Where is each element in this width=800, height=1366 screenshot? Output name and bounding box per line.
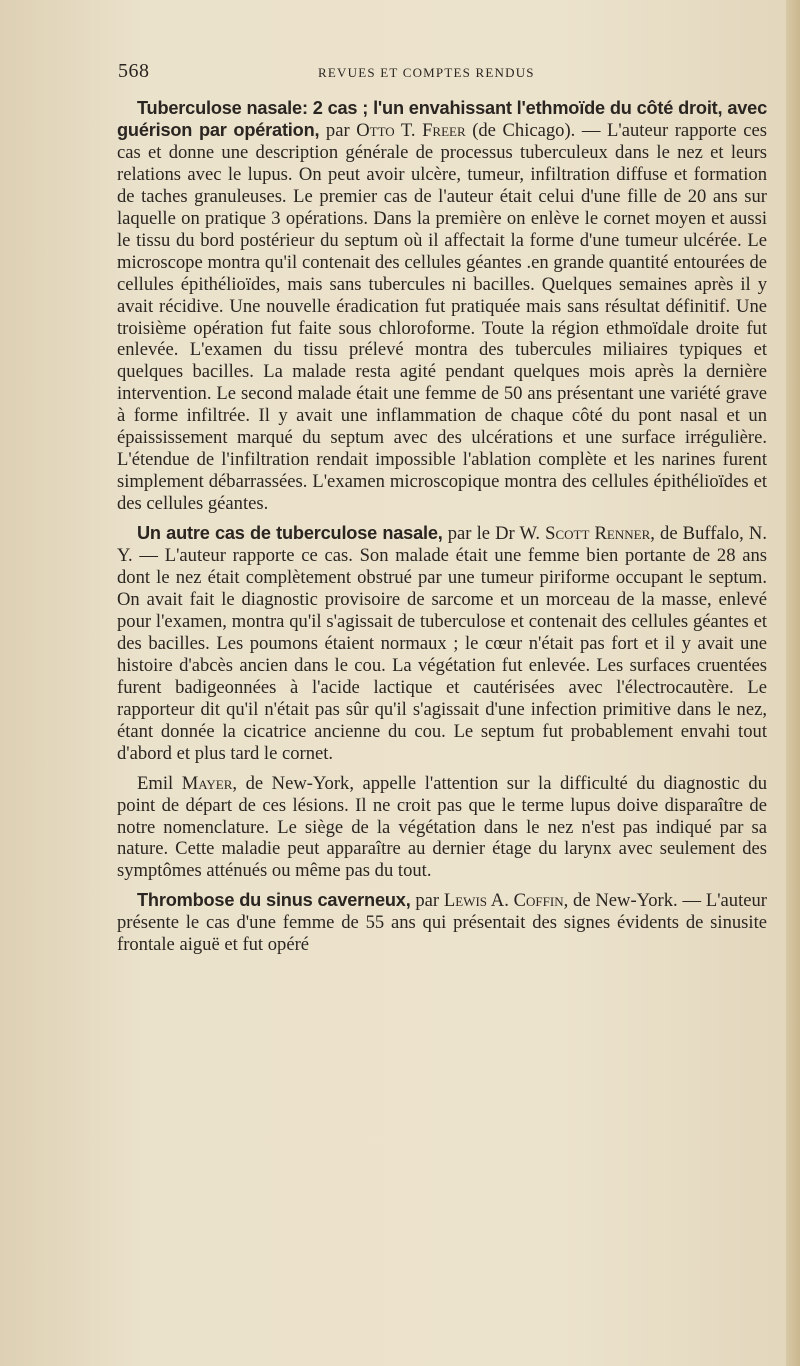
byline-prefix: par — [410, 890, 444, 912]
article-title: Tuberculose nasale: 2 cas ; l'un envahissant l'ethmoïde du côté droit, avec guérison par opération, — [117, 98, 767, 140]
article-4 — [117, 890, 767, 956]
author-name: Otto T. Freer — [356, 119, 466, 141]
article-body: — L'auteur rapporte ces cas et donne une description générale de processus tuberculeux dans le nez et leurs relations avec le lupus. On peut avoir ulcère, tumeur, infiltration diffuse et formation de taches granuleuses. Le premier cas de l'auteur était celui d'une fille de 20 ans sur laquelle on pratique 3 opérations. Dans la première on enlève le cornet moyen et aussi le tissu du bord postérieur du septum où il affectait la forme d'une tumeur ulcérée. Le microscope montra qu'il contenait des cellules géantes .en grande quantité entourées de cellules épithélioïdes, mais sans tubercules ni bacilles. Quelques semaines après il y avait récidive. Une nouvelle éradication fut pratiquée mais sans résultat définitif. Une troisième opération fut faite sous chloroforme. Toute la région ethmoïdale droite fut enlevée. L'examen du tissu prélevé montra des tubercules miliaires typiques et quelques bacilles. La malade resta agité pendant quelques mois après la dernière intervention. Le second malade était une femme de 50 ans présentant une variété grave à forme infiltrée. Il y avait une inflammation de chaque côté du pont nasal et un épaississement marqué du septum avec des ulcérations et une surface irrégulière. L'étendue de l'infiltration rendait impossible l'ablation complète et les narines furent simplement débarrassées. L'examen microscopique montra des cellules épithélioïdes et des cellules géantes. — [117, 119, 767, 515]
author-name: Lewis A. Coffin — [443, 890, 564, 912]
article-body: appelle l'attention sur la difficulté du diagnostic du point de départ de ces lésions. Il ne croit pas que le terme lupus doive disparaître de notre nomenclature. Le siège de la végétation dans le nez n'est pas indiqué par sa nature. Cette maladie peut apparaître au dernier étage du larynx avec seulement des symptômes atténués ou même pas du tout. — [117, 772, 767, 882]
byline-prefix: par — [319, 119, 357, 141]
byline-prefix: Emil — [137, 772, 182, 794]
author-name: Mayer — [181, 772, 233, 794]
article-title: Un autre cas de tuberculose nasale, — [137, 523, 443, 544]
byline-prefix: par le Dr W. — [442, 523, 546, 545]
article-2 — [117, 523, 767, 764]
page-edge — [786, 0, 800, 1366]
article-3 — [117, 773, 767, 883]
article-body: — L'auteur présente le cas d'une femme de 55 ans qui présentait des signes évidents de sinusite frontale aiguë et fut opéré — [117, 890, 767, 956]
author-location: , de Buffalo, N. Y. — [117, 523, 767, 567]
page-number: 568 — [118, 60, 150, 82]
page-header — [118, 60, 768, 84]
article-body: — L'auteur rapporte ce cas. Son malade était une femme bien portante de 28 ans dont le nez était complètement obstrué par une tumeur piriforme occupant le septum. On avait fait le diagnostic provisoire de sarcome et un morceau de la masse, enlevé pour l'examen, montra qu'il s'agissait de tuberculose et contenait des cellules géantes et des bacilles. Les poumons étaient normaux ; le cœur n'était pas fort et il y avait une histoire d'abcès ancien dans le cou. La végétation fut enlevée. Les surfaces cruentées furent badigeonnées à l'acide lactique et cautérisées avec l'électrocautère. Le rapporteur dit qu'il n'était pas sûr qu'il s'agissait d'une infection primitive dans le nez, étant donnée la cicatrice ancienne du cou. Le septum fut probablement envahi tout d'abord et plus tard le cornet. — [117, 545, 767, 764]
author-location: (de Chicago). — [465, 119, 576, 141]
author-location: , de New-York. — [563, 890, 678, 912]
article-column — [117, 98, 767, 964]
article-1 — [117, 98, 767, 515]
article-title: Thrombose du sinus caverneux, — [137, 890, 411, 911]
author-name: Scott Renner — [545, 523, 651, 545]
running-head: REVUES ET COMPTES RENDUS — [318, 65, 535, 80]
author-location: , de New-York, — [232, 772, 354, 794]
